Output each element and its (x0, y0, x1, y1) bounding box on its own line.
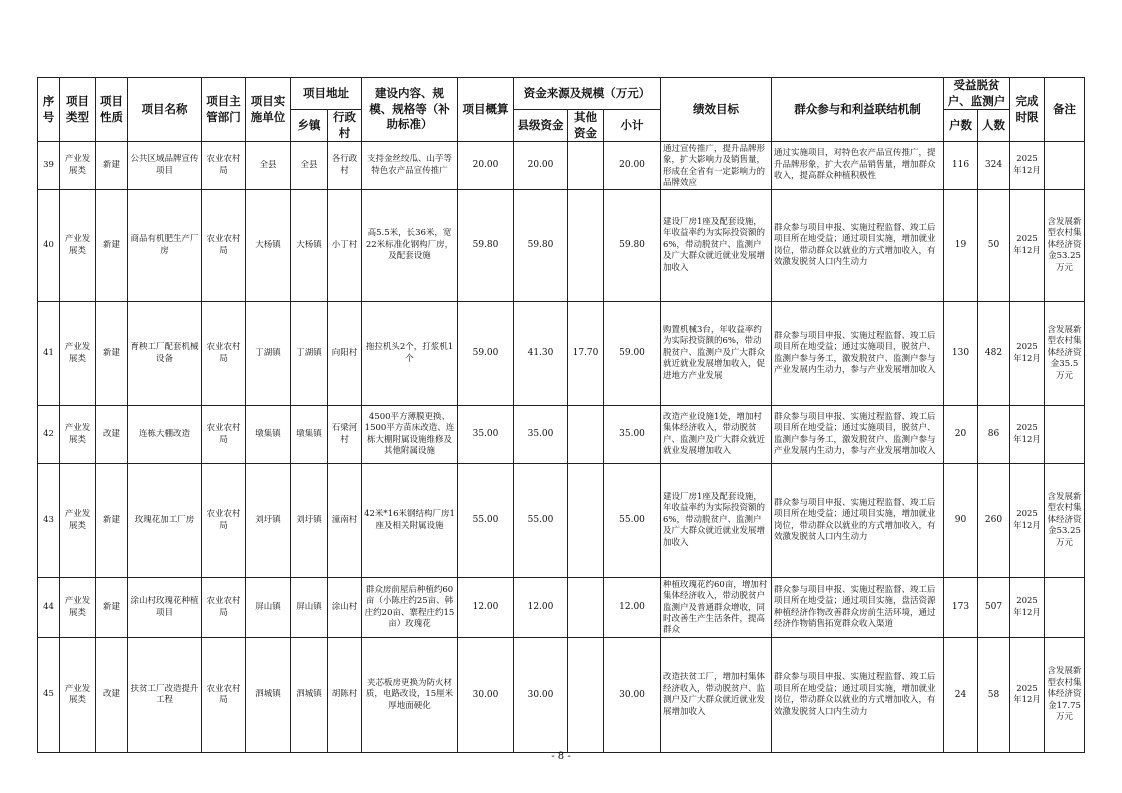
households-cell (944, 638, 978, 753)
nature-cell-text: 改建 (102, 689, 120, 700)
households-cell (944, 406, 978, 464)
header-unit: 项目实施单位 (246, 78, 291, 142)
header-name: 项目名称 (128, 78, 202, 142)
budget-cell (458, 142, 514, 190)
goal-cell (661, 638, 772, 753)
nature-cell (96, 190, 128, 302)
deadline-cell (1010, 406, 1045, 464)
nature-cell (96, 406, 128, 464)
subtotal-cell-text: 59.00 (619, 348, 645, 359)
households-cell (944, 302, 978, 406)
seq-cell (38, 464, 60, 578)
seq-cell (38, 302, 60, 406)
households-cell (944, 142, 978, 190)
dept-cell-text: 农业农村局 (206, 596, 241, 618)
seq-cell-text: 42 (43, 428, 54, 439)
budget-cell (458, 190, 514, 302)
table-row (38, 406, 1085, 464)
subtotal-cell-text: 55.00 (619, 515, 645, 526)
unit-cell-text: 墩集镇 (255, 428, 281, 439)
remark-cell-text: 含发展新型农村集体经济资金53.25万元 (1047, 491, 1082, 548)
name-cell (128, 190, 202, 302)
content-cell (362, 302, 458, 406)
households-cell-text: 24 (954, 689, 967, 700)
type-cell-text: 产业发展类 (64, 423, 91, 445)
remark-cell (1045, 142, 1085, 190)
county-fund-cell-text: 20.00 (527, 160, 554, 171)
deadline-cell-text: 2025年12月 (1013, 234, 1041, 256)
mechanism-cell-text: 群众参与项目申报、实施过程监督、竣工后项目所在地受益；通过实施项目，脱贫户、监测户参与务工，激发脱贫户、监测户参与产业发展内生动力，参与产业发展增加收入 (774, 330, 936, 376)
unit-cell-text: 刘圩镇 (255, 514, 281, 525)
budget-cell-text: 59.00 (472, 348, 499, 359)
people-cell-text: 482 (984, 348, 1003, 359)
people-cell-text: 50 (987, 240, 1000, 251)
header-goal: 绩效目标 (661, 78, 772, 142)
name-cell (128, 142, 202, 190)
dept-cell (202, 190, 246, 302)
name-cell-text: 公共区域品牌宣传项目 (130, 154, 199, 176)
header-beneficiary: 受益脱贫户、监测户 (944, 78, 1010, 110)
people-cell (978, 578, 1010, 638)
budget-cell-text: 35.00 (472, 429, 499, 440)
seq-cell (38, 142, 60, 190)
people-cell (978, 638, 1010, 753)
deadline-cell (1010, 638, 1045, 753)
unit-cell-text: 屏山镇 (255, 601, 281, 612)
county-fund-cell-text: 59.80 (527, 240, 554, 251)
name-cell-text: 育秧工厂配套机械设备 (130, 342, 199, 364)
unit-cell (246, 464, 291, 578)
households-cell-text: 116 (951, 160, 970, 171)
subtotal-cell-text: 20.00 (619, 160, 645, 171)
other-fund-cell (568, 464, 604, 578)
mechanism-cell (772, 406, 944, 464)
people-cell-text: 324 (984, 160, 1003, 171)
village-cell (328, 190, 362, 302)
header-seq: 序号 (38, 78, 60, 142)
goal-cell-text: 改造扶贫工厂，增加村集体经济收入，带动脱贫户、监测户及广大群众就近就业发展增加收入 (663, 672, 766, 717)
people-cell (978, 406, 1010, 464)
goal-cell-text: 改造产业设施1处，增加村集体经济收入，带动脱贫户、监测户及广大群众就近就业发展增加收入 (663, 411, 766, 457)
town-cell-text: 丁湖镇 (296, 347, 322, 358)
content-cell (362, 578, 458, 638)
mechanism-cell (772, 142, 944, 190)
village-cell-text: 潼南村 (331, 514, 358, 525)
page-number: - 8 - (551, 751, 571, 762)
people-cell-text: 58 (987, 689, 1000, 700)
town-cell-text: 刘圩镇 (296, 514, 322, 525)
town-cell (291, 578, 328, 638)
households-cell-text: 173 (951, 602, 970, 613)
town-cell (291, 302, 328, 406)
town-cell-text: 屏山镇 (296, 601, 322, 612)
remark-cell-text: 含发展新型农村集体经济资金35.5万元 (1047, 324, 1082, 381)
type-cell-text: 产业发展类 (64, 154, 91, 176)
town-cell-text: 大杨镇 (296, 239, 322, 250)
households-cell-text: 90 (954, 515, 967, 526)
content-cell (362, 142, 458, 190)
header-deadline: 完成时限 (1010, 78, 1045, 142)
nature-cell-text: 改建 (102, 428, 120, 439)
header-mechanism: 群众参与和利益联结机制 (772, 78, 944, 142)
deadline-cell-text: 2025年12月 (1013, 342, 1041, 364)
unit-cell-text: 泗城镇 (255, 689, 281, 700)
content-cell (362, 406, 458, 464)
seq-cell (38, 578, 60, 638)
seq-cell (38, 406, 60, 464)
name-cell (128, 406, 202, 464)
county-fund-cell-text: 41.30 (527, 348, 554, 359)
name-cell (128, 638, 202, 753)
remark-cell-text: 含发展新型农村集体经济资金17.75万元 (1047, 666, 1082, 723)
dept-cell-text: 农业农村局 (206, 342, 241, 364)
mechanism-cell-text: 群众参与项目申报、实施过程监督、竣工后项目所在地受益；通过实施项目，脱贫户、监测户参与务工，激发脱贫户、监测户参与产业发展内生动力，参与产业发展增加收入 (774, 411, 936, 457)
nature-cell-text: 新建 (102, 514, 120, 525)
other-fund-cell (568, 190, 604, 302)
seq-cell (38, 638, 60, 753)
goal-cell-text: 种植玫瑰花约60亩，增加村集体经济收入，带动脱贫户监测户及普通群众增收，同时改善生产生活条件，提高群众 (663, 579, 768, 636)
header-content: 建设内容、规模、规格等（补助标准） (362, 78, 458, 142)
budget-cell-text: 30.00 (472, 689, 499, 700)
unit-cell (246, 578, 291, 638)
county-fund-cell-text: 12.00 (527, 602, 554, 613)
nature-cell (96, 302, 128, 406)
goal-cell (661, 142, 772, 190)
nature-cell-text: 新建 (102, 239, 120, 250)
header-people: 人数 (978, 110, 1010, 142)
nature-cell-text: 新建 (102, 347, 120, 358)
name-cell (128, 302, 202, 406)
goal-cell (661, 578, 772, 638)
subtotal-cell (604, 638, 661, 753)
nature-cell-text: 新建 (102, 159, 120, 170)
subtotal-cell (604, 142, 661, 190)
mechanism-cell-text: 群众参与项目申报、实施过程监督、竣工后项目所在地受益；通过项目实施，盘活资源种植经济作物改善群众房前生活环境，通过经济作物销售拓宽群众收入渠道 (774, 584, 936, 630)
village-cell-text: 石梁河村 (331, 423, 358, 445)
mechanism-cell-text: 群众参与项目申报、实施过程监督、竣工后项目所在地受益；通过项目实施，增加就业岗位，带动群众以就业的方式增加收入，有效激发脱贫人口内生动力 (774, 672, 936, 717)
village-cell (328, 302, 362, 406)
unit-cell-text: 大杨镇 (255, 239, 281, 250)
type-cell (60, 406, 96, 464)
deadline-cell (1010, 142, 1045, 190)
header-funding: 资金来源及规模（万元） (514, 78, 661, 110)
other-fund-cell (568, 406, 604, 464)
village-cell-text: 胡陈村 (331, 689, 358, 700)
unit-cell-text: 丁湖镇 (255, 347, 281, 358)
goal-cell (661, 190, 772, 302)
table-row (38, 638, 1085, 753)
other-fund-cell (568, 302, 604, 406)
goal-cell-text: 购置机械3台，年收益率约为实际投资额的6%，带动脱贫户、监测户及广大群众就近就业发展增加收入，促进地方产业发展 (663, 324, 766, 381)
seq-cell-text: 44 (43, 601, 54, 612)
seq-cell-text: 43 (43, 514, 54, 525)
county-fund-cell-text: 55.00 (527, 515, 554, 526)
deadline-cell (1010, 464, 1045, 578)
county-fund-cell (514, 190, 568, 302)
deadline-cell-text: 2025年12月 (1013, 683, 1041, 706)
dept-cell-text: 农业农村局 (206, 234, 241, 256)
subtotal-cell (604, 464, 661, 578)
seq-cell-text: 40 (43, 239, 54, 250)
remark-cell-text: 含发展新型农村集体经济资金53.25万元 (1047, 216, 1082, 273)
header-town: 乡镇 (291, 110, 328, 142)
households-cell (944, 464, 978, 578)
people-cell-text: 86 (987, 429, 1000, 440)
town-cell (291, 142, 328, 190)
nature-cell (96, 142, 128, 190)
mechanism-cell-text: 群众参与项目申报、实施过程监督、竣工后项目所在地受益；通过项目实施，增加就业岗位，带动群众以就业的方式增加收入，有效激发脱贫人口内生动力 (774, 222, 936, 268)
content-cell-text: 群众房前屋后种植约60亩（小陈庄约25亩、韩庄约20亩、寨程庄约15亩）玫瑰花 (364, 584, 455, 630)
seq-cell-text: 45 (43, 689, 54, 700)
table-body (38, 142, 1085, 753)
content-cell-text: 支持金丝绞瓜、山芋等特色农产品宣传推广 (366, 154, 452, 176)
content-cell-text: 4500平方薄膜更换、1500平方苗床改造、连栋大棚附属设施维修及其他附属设施 (364, 411, 455, 457)
mechanism-cell (772, 464, 944, 578)
remark-cell (1045, 302, 1085, 406)
subtotal-cell-text: 59.80 (619, 240, 645, 251)
type-cell-text: 产业发展类 (64, 596, 91, 618)
remark-cell (1045, 464, 1085, 578)
budget-cell-text: 59.80 (472, 240, 499, 251)
budget-cell (458, 406, 514, 464)
nature-cell (96, 464, 128, 578)
unit-cell (246, 406, 291, 464)
content-cell (362, 638, 458, 753)
goal-cell (661, 464, 772, 578)
people-cell (978, 142, 1010, 190)
village-cell (328, 464, 362, 578)
name-cell (128, 464, 202, 578)
dept-cell (202, 638, 246, 753)
seq-cell-text: 39 (43, 159, 54, 170)
county-fund-cell (514, 302, 568, 406)
deadline-cell-text: 2025年12月 (1013, 154, 1041, 176)
mechanism-cell (772, 190, 944, 302)
deadline-cell-text: 2025年12月 (1013, 509, 1041, 531)
content-cell-text: 高5.5米，长36米，宽22米标准化钢构厂房，及配套设施 (365, 228, 454, 262)
header-other-fund: 其他资金 (568, 110, 604, 142)
budget-cell-text: 12.00 (472, 602, 499, 613)
dept-cell-text: 农业农村局 (206, 154, 241, 176)
mechanism-cell-text: 群众参与项目申报、实施过程监督、竣工后项目所在地受益；通过项目实施，增加就业岗位，带动群众以就业的方式增加收入，有效激发脱贫人口内生动力 (774, 497, 936, 543)
header-budget: 项目概算 (458, 78, 514, 142)
other-fund-cell (568, 638, 604, 753)
dept-cell-text: 农业农村局 (206, 509, 241, 531)
unit-cell (246, 638, 291, 753)
people-cell (978, 302, 1010, 406)
remark-cell (1045, 406, 1085, 464)
mechanism-cell (772, 302, 944, 406)
name-cell-text: 玫瑰花加工厂房 (134, 514, 195, 525)
subtotal-cell-text: 35.00 (619, 429, 645, 440)
dept-cell (202, 142, 246, 190)
content-cell-text: 42米*16米钢结构厂房1座及相关附属设施 (364, 509, 455, 531)
content-cell-text: 拖拉机头2个，打浆机1个 (365, 342, 454, 364)
people-cell-text: 260 (984, 515, 1003, 526)
people-cell (978, 464, 1010, 578)
type-cell-text: 产业发展类 (64, 234, 91, 256)
table-row (38, 464, 1085, 578)
name-cell-text: 涂山村玫瑰花种植项目 (130, 596, 199, 618)
village-cell (328, 142, 362, 190)
dept-cell (202, 578, 246, 638)
people-cell (978, 190, 1010, 302)
other-fund-cell (568, 142, 604, 190)
budget-cell-text: 55.00 (472, 515, 499, 526)
unit-cell-text: 全县 (259, 159, 277, 170)
name-cell-text: 商品有机肥生产厂房 (130, 234, 199, 256)
nature-cell (96, 638, 128, 753)
village-cell (328, 578, 362, 638)
goal-cell (661, 406, 772, 464)
dept-cell (202, 464, 246, 578)
dept-cell-text: 农业农村局 (206, 683, 241, 706)
village-cell (328, 638, 362, 753)
type-cell (60, 190, 96, 302)
header-location: 项目地址 (291, 78, 362, 110)
remark-cell (1045, 190, 1085, 302)
name-cell (128, 578, 202, 638)
budget-cell (458, 464, 514, 578)
town-cell-text: 墩集镇 (296, 428, 322, 439)
county-fund-cell (514, 578, 568, 638)
seq-cell (38, 190, 60, 302)
type-cell-text: 产业发展类 (64, 683, 91, 706)
table-row (38, 190, 1085, 302)
goal-cell (661, 302, 772, 406)
type-cell (60, 464, 96, 578)
header-county-fund: 县级资金 (514, 110, 568, 142)
goal-cell-text: 建设厂房1座及配套设施，年收益率约为实际投资额的6%，带动脱贫户、监测户及广大群众就近就业发展增加收入 (663, 491, 766, 548)
unit-cell (246, 302, 291, 406)
nature-cell (96, 578, 128, 638)
county-fund-cell-text: 30.00 (527, 689, 554, 700)
header-village: 行政村 (328, 110, 362, 142)
header-subtotal: 小计 (604, 110, 661, 142)
header-households: 户数 (944, 110, 978, 142)
goal-cell-text: 通过宣传推广，提升品牌形象，扩大影响力及销售量，形成在全省有一定影响力的品牌效应 (663, 143, 766, 188)
budget-cell-text: 20.00 (472, 160, 499, 171)
type-cell-text: 产业发展类 (64, 342, 91, 364)
households-cell (944, 578, 978, 638)
households-cell-text: 130 (951, 348, 970, 359)
county-fund-cell (514, 406, 568, 464)
county-fund-cell-text: 35.00 (527, 429, 554, 440)
village-cell-text: 各行政村 (331, 154, 358, 176)
header-type: 项目类型 (60, 78, 96, 142)
table-row (38, 302, 1085, 406)
mechanism-cell (772, 638, 944, 753)
mechanism-cell-text: 通过实施项目，对特色农产品宣传推广，提升品牌形象，扩大农产品销售量，增加群众收入，提高群众种植积极性 (774, 148, 936, 182)
remark-cell (1045, 638, 1085, 753)
village-cell (328, 406, 362, 464)
unit-cell (246, 190, 291, 302)
subtotal-cell (604, 578, 661, 638)
town-cell (291, 638, 328, 753)
subtotal-cell (604, 406, 661, 464)
dept-cell (202, 406, 246, 464)
subtotal-cell-text: 30.00 (619, 689, 645, 700)
town-cell-text: 泗城镇 (296, 689, 322, 700)
budget-cell (458, 302, 514, 406)
content-cell (362, 464, 458, 578)
dept-cell-text: 农业农村局 (206, 423, 241, 445)
county-fund-cell (514, 638, 568, 753)
households-cell (944, 190, 978, 302)
county-fund-cell (514, 142, 568, 190)
header-dept: 项目主管部门 (202, 78, 246, 142)
type-cell (60, 638, 96, 753)
content-cell (362, 190, 458, 302)
content-cell-text: 夹芯板房更换为防火材质，电路改设，15厘米厚地面硬化 (365, 677, 454, 711)
subtotal-cell (604, 302, 661, 406)
deadline-cell (1010, 302, 1045, 406)
seq-cell-text: 41 (43, 347, 54, 358)
town-cell-text: 全县 (300, 159, 318, 170)
table-row (38, 142, 1085, 190)
people-cell-text: 507 (984, 602, 1003, 613)
households-cell-text: 19 (954, 240, 967, 251)
subtotal-cell (604, 190, 661, 302)
nature-cell-text: 新建 (102, 601, 120, 612)
budget-cell (458, 578, 514, 638)
other-fund-cell (568, 578, 604, 638)
deadline-cell-text: 2025年12月 (1013, 423, 1041, 445)
town-cell (291, 464, 328, 578)
dept-cell (202, 302, 246, 406)
name-cell-text: 连栋大棚改造 (138, 428, 190, 439)
subtotal-cell-text: 12.00 (619, 602, 645, 613)
other-fund-cell-text: 17.70 (572, 348, 599, 359)
goal-cell-text: 建设厂房1座及配套设施，年收益率约为实际投资额的6%，带动脱贫户、监测户及广大群众就近就业发展增加收入 (663, 216, 766, 273)
type-cell (60, 302, 96, 406)
village-cell-text: 涂山村 (331, 601, 358, 612)
table-row (38, 578, 1085, 638)
deadline-cell-text: 2025年12月 (1013, 596, 1041, 618)
town-cell (291, 190, 328, 302)
deadline-cell (1010, 578, 1045, 638)
county-fund-cell (514, 464, 568, 578)
header-nature: 项目性质 (96, 78, 128, 142)
remark-cell (1045, 578, 1085, 638)
mechanism-cell (772, 578, 944, 638)
header-remark: 备注 (1045, 78, 1085, 142)
type-cell (60, 142, 96, 190)
deadline-cell (1010, 190, 1045, 302)
town-cell (291, 406, 328, 464)
project-table (37, 77, 1085, 753)
village-cell-text: 向阳村 (331, 347, 358, 358)
village-cell-text: 小丁村 (331, 239, 358, 250)
households-cell-text: 20 (954, 429, 967, 440)
name-cell-text: 扶贫工厂改造提升工程 (130, 683, 199, 706)
type-cell-text: 产业发展类 (64, 509, 91, 531)
budget-cell (458, 638, 514, 753)
unit-cell (246, 142, 291, 190)
type-cell (60, 578, 96, 638)
